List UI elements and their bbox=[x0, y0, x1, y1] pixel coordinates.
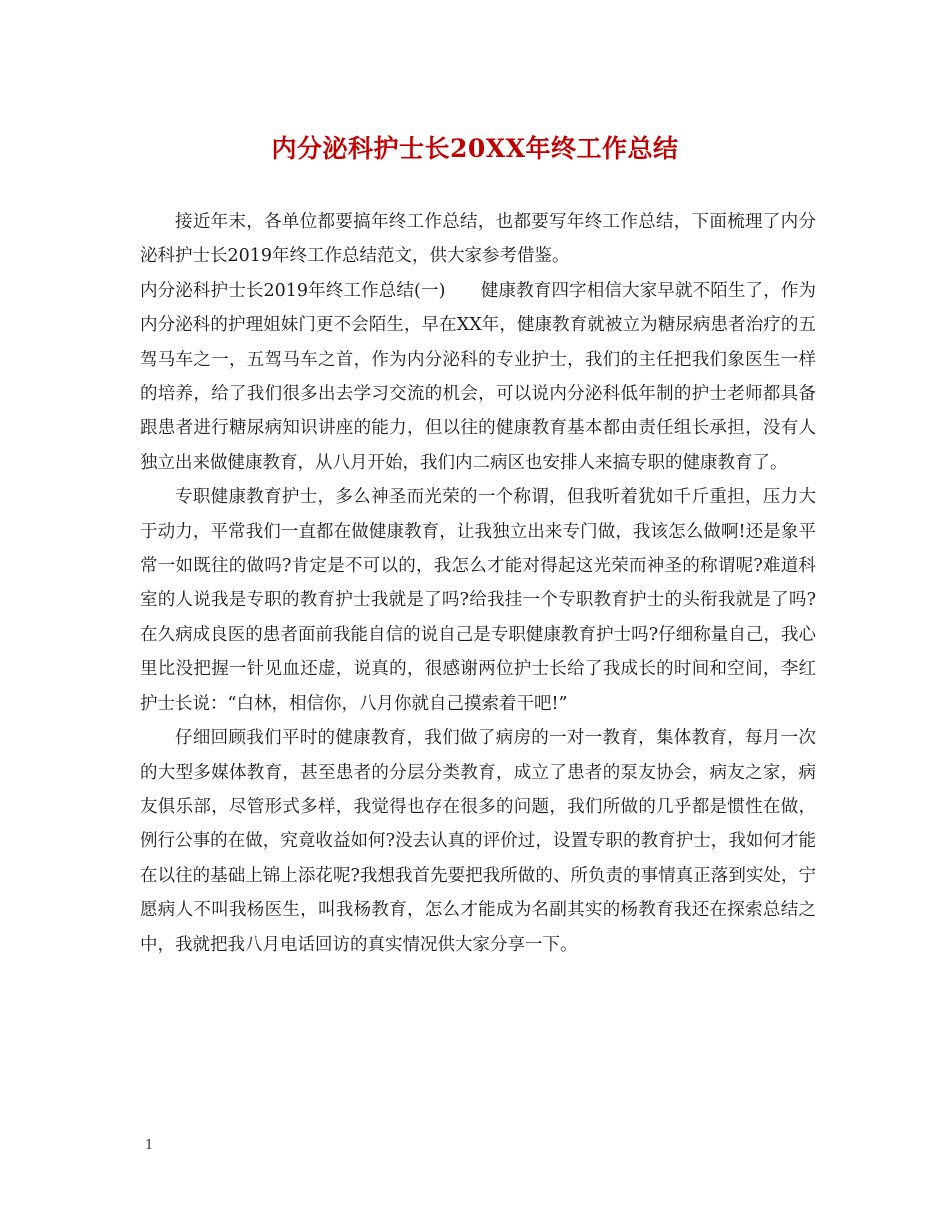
body-paragraph-2: 专职健康教育护士，多么神圣而光荣的一个称谓，但我听着犹如千斤重担，压力大于动力，平常我们一直都在做健康教育，让我独立出来专门做，我该怎么做啊!还是象平常一如既往的做吗?肯定是不可以的，我怎么才能对得起这光荣而神圣的称谓呢?难道科室的人说我是专职的教育护士我就是了吗?给我挂一个专职教育护士的头衔我就是了吗?在久病成良医的患者面前我能自信的说自己是专职健康教育护士吗?仔细称量自己，我心里比没把握一针见血还虚，说真的，很感谢两位护士长给了我成长的时间和空间，李红护士长说：“白林，相信你，八月你就自己摸索着干吧!” bbox=[140, 487, 816, 714]
page-number: 1 bbox=[145, 1138, 154, 1153]
body-paragraph-3: 仔细回顾我们平时的健康教育，我们做了病房的一对一教育，集体教育，每月一次的大型多媒体教育，甚至患者的分层分类教育，成立了患者的泵友协会，病友之家，病友俱乐部，尽管形式多样，我觉得也存在很多的问题，我们所做的几乎都是惯性在做，例行公事的在做，究竟收益如何?没去认真的评价过，设置专职的教育护士，我如何才能在以往的基础上锦上添花呢?我想我首先要把我所做的、所负责的事情真正落到实处，宁愿病人不叫我杨医生，叫我杨教育，怎么才能成为名副其实的杨教育我还在探索总结之中，我就把我八月电话回访的真实情况供大家分享一下。 bbox=[140, 728, 816, 955]
intro-paragraph: 接近年末，各单位都要搞年终工作总结，也都要写年终工作总结，下面梳理了内分泌科护士长2019年终工作总结范文，供大家参考借鉴。 bbox=[140, 212, 816, 267]
document-title: 内分泌科护士长20XX年终工作总结 bbox=[271, 134, 679, 163]
section-one-paragraph: 内分泌科护士长2019年终工作总结(一) 健康教育四字相信大家早就不陌生了，作为内分泌科的护理姐妹门更不会陌生，早在XX年，健康教育就被立为糖尿病患者治疗的五驾马车之一，五驾马车之首，作为内分泌科的专业护士，我们的主任把我们象医生一样的培养，给了我们很多出去学习交流的机会，可以说内分泌科低年制的护士老师都具备跟患者进行糖尿病知识讲座的能力，但以往的健康教育基本都由责任组长承担，没有人独立出来做健康教育，从八月开始，我们内二病区也安排人来搞专职的健康教育了。 bbox=[140, 280, 816, 473]
document-body bbox=[140, 205, 816, 962]
